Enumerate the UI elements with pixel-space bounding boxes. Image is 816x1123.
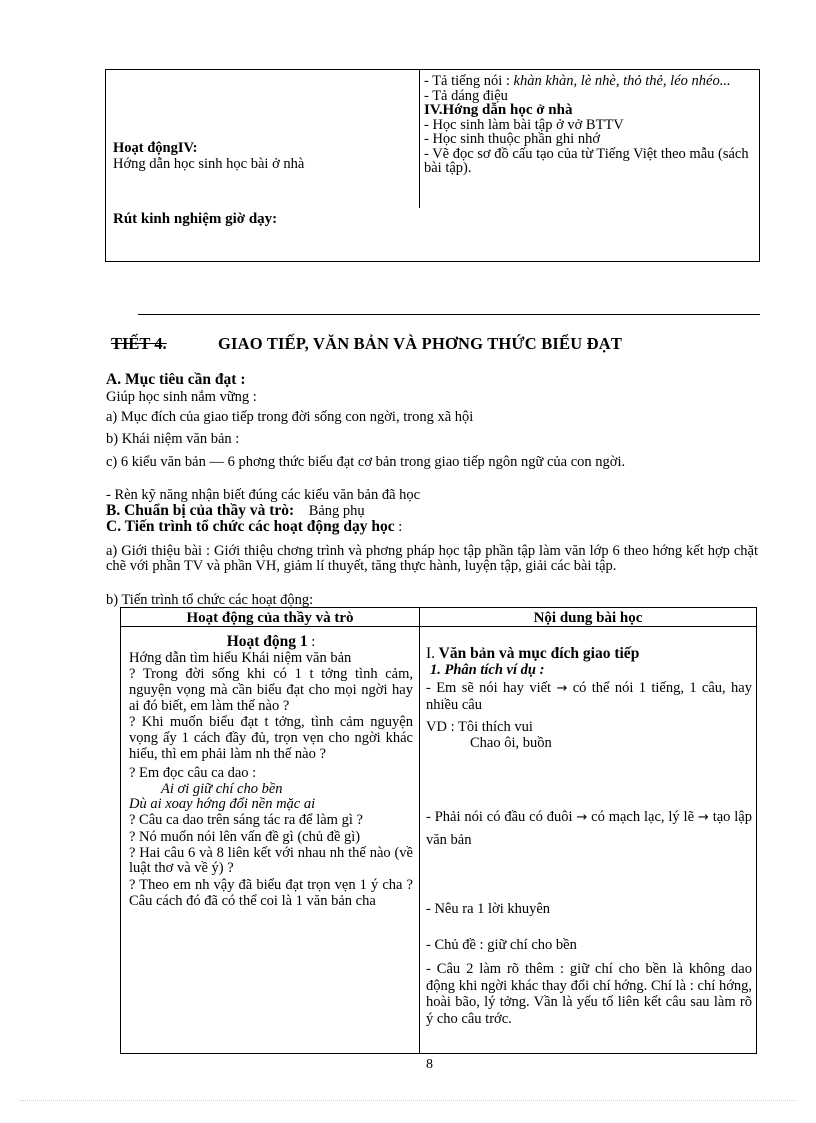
top-table [105, 69, 760, 262]
poem-line-2: Dù ai xoay hớng đổi nền mặc ai [129, 796, 316, 812]
voice-descriptions: khàn khàn, lè nhè, thỏ thẻ, léo nhéo... [513, 73, 731, 89]
lesson-title: GIAO TIẾP, VĂN BẢN VÀ PHƠNG THỨC BIỂU ĐẠT [218, 334, 623, 353]
section-a-heading: A. Mục tiêu cần đạt : [106, 371, 246, 388]
content-heading-1: I. Văn bản và mục đích giao tiếp [426, 645, 640, 662]
content-row-3: - Nêu ra 1 lời khuyên [426, 901, 551, 917]
top-table-divider [419, 70, 420, 208]
activity-iv-heading: Hoạt độngIV: [113, 140, 198, 156]
col-header-content: Nội dung bài học [533, 610, 643, 626]
section-c: C. Tiến trình tổ chức các hoạt động dạy học : [106, 518, 403, 535]
section-c-item-b: b) Tiến trình tổ chức các hoạt động: [106, 592, 314, 608]
question-3: ? Em đọc câu ca dao : [129, 765, 257, 781]
poem-line-1: Ai ơi giữ chí cho bền [161, 780, 283, 797]
section-b-value: Bảng phụ [308, 503, 365, 519]
right-arrow-icon: → [576, 810, 588, 825]
question-4: ? Câu ca dao trên sáng tác ra để làm gì ? [129, 811, 363, 828]
bottom-dotted-line [20, 1100, 796, 1101]
activity-1-heading: Hoạt động 1 : [226, 633, 316, 650]
example-line-1: VD : Tôi thích vui [426, 719, 533, 735]
section-a-skill: - Rèn kỹ năng nhận biết đúng các kiểu văn bản đã học [106, 487, 421, 503]
section-a-item-c: c) 6 kiểu văn bản — 6 phơng thức biểu đạt cơ bản trong giao tiếp ngôn ngữ của con ngời. [106, 454, 626, 470]
content-row-5: - Câu 2 làm rõ thêm : giữ chí cho bền là không dao động khi ngời khác thay đổi chí hớng. Chí là : chí hớng, hoài bão, lý tởng. Vần là yếu tố liên kết câu sau làm rõ ý cho câu trớc. [426, 961, 752, 1027]
top-table-right-cell [424, 74, 756, 176]
activity-iv-text: Hớng dẫn học sinh học bài ở nhà [113, 156, 305, 172]
top-right-line-4: - Học sinh làm bài tập ở vở BTTV [424, 116, 624, 133]
home-guide-heading: IV.Hớng dẫn học ở nhà [424, 102, 573, 118]
question-5: ? Nó muốn nói lên vấn đề gì (chủ đề gì) [129, 829, 361, 845]
question-6: ? Hai câu 6 và 8 liên kết với nhau nh thế nào (về luật thơ và về ý) ? [129, 844, 413, 876]
top-right-line-1: - Tả tiếng nói : khàn khàn, lè nhè, thỏ thẻ, léo nhéo... [424, 73, 731, 89]
example-line-2: Chao ôi, buồn [470, 735, 552, 751]
lesson-label: TIẾT 4. [111, 334, 167, 353]
page-number: 8 [426, 1057, 433, 1072]
content-row-1: - Em sẽ nói hay viết → có thể nói 1 tiếng, 1 câu, hay nhiều câu [426, 680, 752, 713]
section-c-item-a: a) Giới thiệu bài : Giới thiệu chơng trình và phơng pháp học tập phần tập làm văn lớp 6 theo hớng kết hợp chặt chẽ với phần TV và phần VH, giảm lí thuyết, tăng thực hành, luyện tập, giải các bài tập. [106, 543, 758, 574]
content-row-4: - Chủ đề : giữ chí cho bền [426, 937, 577, 953]
activity-1-guide: Hớng dẫn tìm hiểu Khái niệm văn bản [129, 649, 352, 666]
separator-line [138, 314, 760, 315]
section-b [106, 503, 758, 519]
question-1: ? Trong đời sống khi có 1 t tởng tình cảm, nguyện vọng mà cần biểu đạt cho mọi ngời hay ai đó biết, em làm thế nào ? [129, 666, 413, 714]
rut-kinh-nghiem: Rút kinh nghiệm giờ dạy: [113, 211, 278, 227]
section-a-intro: Giúp học sinh nắm vững : [106, 389, 257, 405]
top-right-line-5: - Học sinh thuộc phần ghi nhớ [424, 131, 601, 147]
content-heading-2: 1. Phân tích ví dụ : [430, 662, 545, 678]
content-column [426, 646, 752, 1027]
col-header-activity: Hoạt động của thầy và trò [186, 610, 354, 626]
activity-column [129, 634, 413, 910]
lesson-table [120, 607, 757, 1054]
section-a-item-a: a) Mục đích của giao tiếp trong đời sống con ngời, trong xã hội [106, 409, 474, 425]
question-2: ? Khi muốn biểu đạt t tởng, tình cảm nguyện vọng ấy 1 cách đầy đủ, trọn vẹn cho ngời khác hiểu, thì em phải làm nh thế nào ? [129, 714, 413, 762]
question-7: ? Theo em nh vậy đã biểu đạt trọn vẹn 1 ý cha ? Câu cách đó đã có thể coi là 1 văn bản cha [129, 876, 413, 909]
right-arrow-icon: → [697, 810, 709, 825]
right-arrow-icon: → [556, 681, 568, 696]
section-c-heading: C. Tiến trình tổ chức các hoạt động dạy học [106, 518, 395, 535]
top-right-line-6: - Vẽ đọc sơ đồ cấu tạo của từ Tiếng Việt theo mẫu (sách bài tập). [424, 145, 749, 176]
section-a-item-b: b) Khái niệm văn bản : [106, 431, 240, 447]
top-table-left-cell [113, 140, 413, 172]
section-b-heading: B. Chuẩn bị của thầy và trò: [106, 502, 295, 519]
lesson-table-vline [419, 608, 420, 1053]
content-row-2: - Phải nói có đầu có đuôi → có mạch lạc, lý lẽ → tạo lập văn bản [426, 809, 752, 848]
top-right-line-2: - Tả dáng điệu [424, 87, 508, 104]
